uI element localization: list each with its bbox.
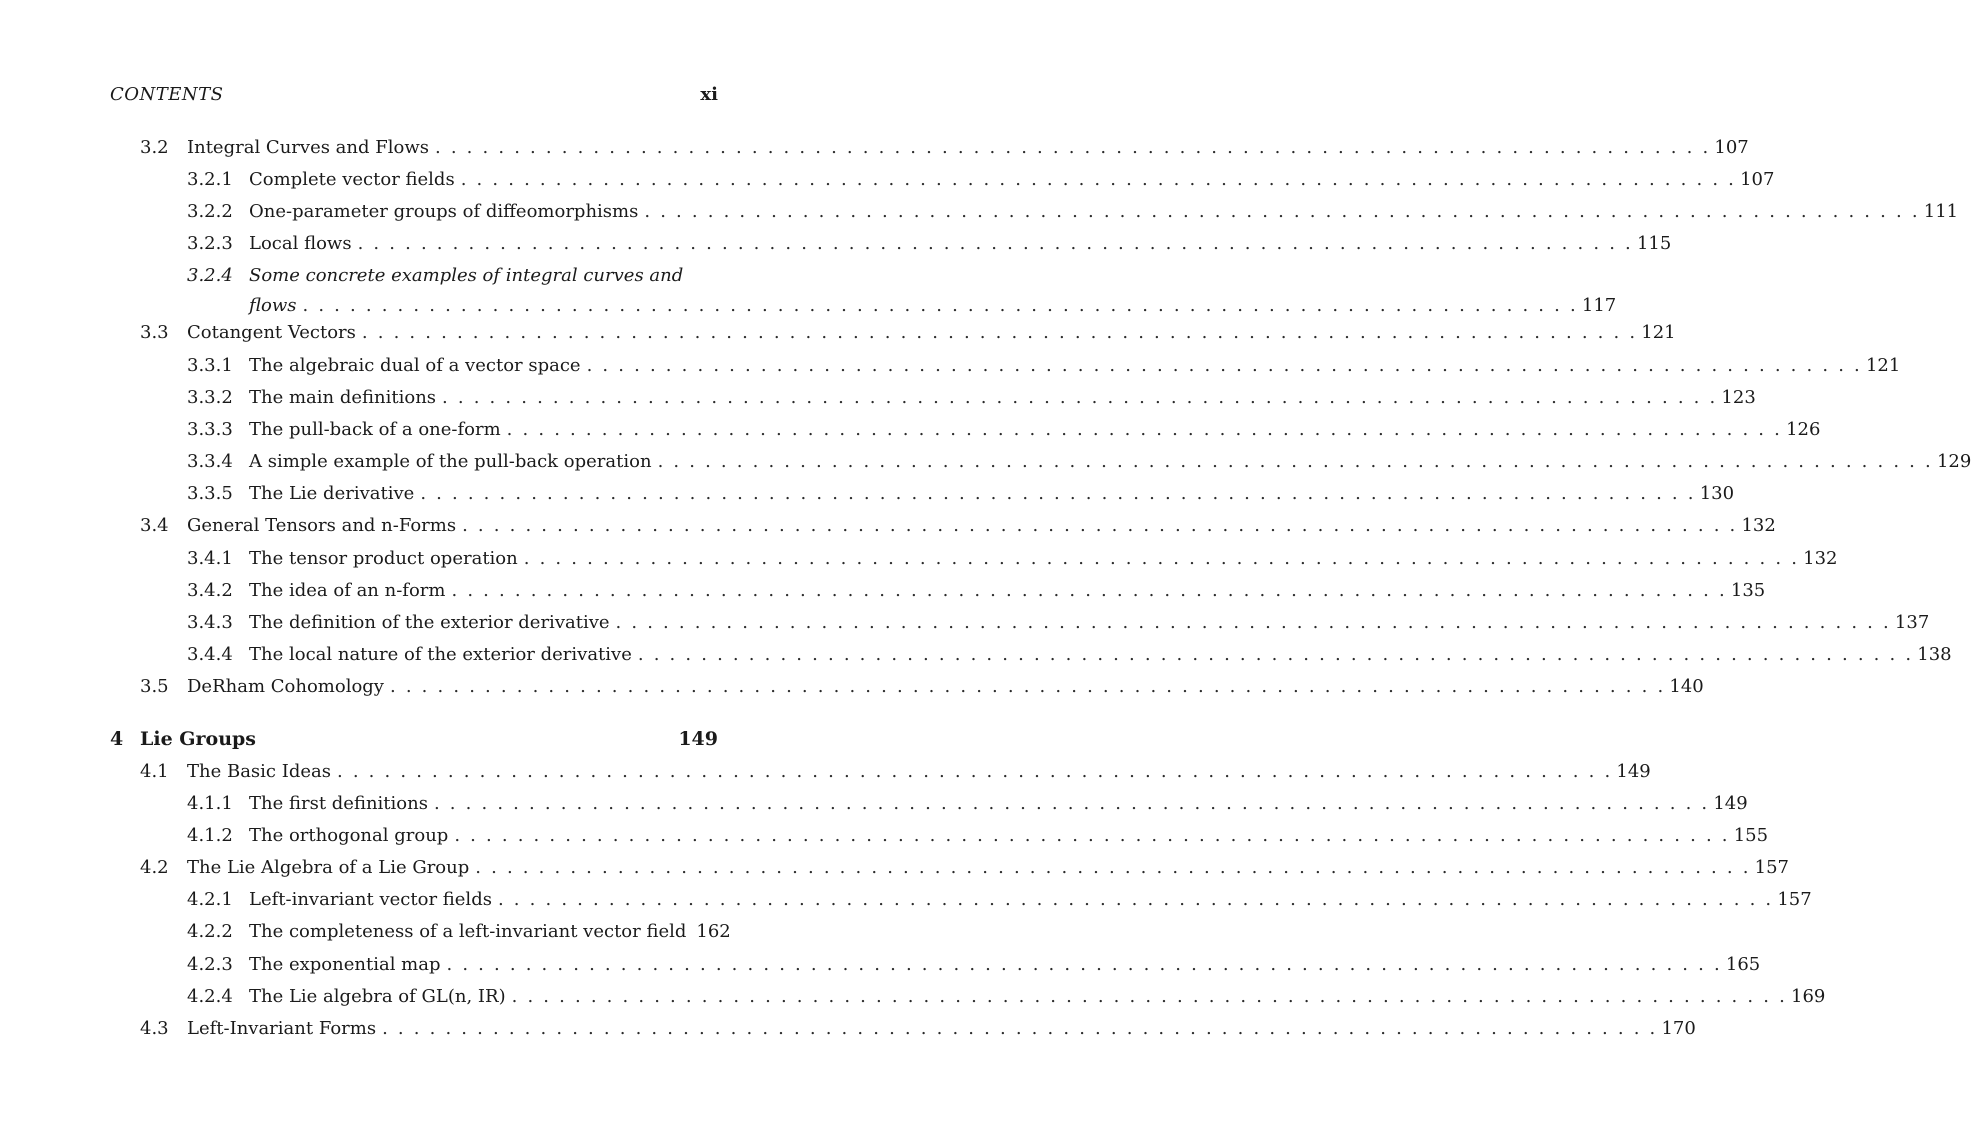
toc-entry[interactable] [0,760,1651,786]
entry-page: 162 [692,920,730,944]
entry-page: 115 [1633,232,1671,256]
chapter-number: 4 [110,728,124,750]
entry-title: Local flows [249,232,358,256]
entry-page: 157 [1773,888,1811,912]
entry-page: 165 [1722,953,1760,977]
entry-title: The main definitions [249,386,442,410]
toc-entry[interactable] [0,321,1676,347]
entry-page: 132 [1799,547,1837,571]
entry-page: 169 [1787,985,1825,1009]
dot-leader [362,321,1637,345]
entry-title-line1: Some concrete examples of integral curves and [249,265,684,286]
dot-leader [337,760,1612,784]
running-head-page-number: xi [700,84,718,105]
entry-number: 3.4 [140,515,169,536]
toc-entry[interactable] [0,792,1748,818]
toc-entry[interactable] [0,888,1812,914]
entry-number: 3.2.1 [187,169,233,190]
entry-title: The exponential map [249,953,447,977]
toc-entry[interactable] [0,232,1672,258]
entry-title: The pull-back of a one-form [249,418,507,442]
running-head-title: CONTENTS [110,84,224,105]
entry-page: 138 [1913,643,1951,667]
entry-number: 3.3.3 [187,419,233,440]
entry-title: The idea of an n-form [249,579,451,603]
entry-number: 3.2.3 [187,233,233,254]
dot-leader [658,450,1933,474]
toc-entry[interactable] [0,418,1821,444]
entry-page: 123 [1717,386,1755,410]
entry-number: 3.3.2 [187,387,233,408]
entry-title: The Basic Ideas [187,760,337,784]
entry-title: flows [249,294,303,318]
entry-number: 3.3.5 [187,483,233,504]
entry-title: The first definitions [249,792,434,816]
dot-leader [461,168,1736,192]
toc-entry[interactable] [0,200,1959,226]
toc-entry[interactable] [0,856,1790,882]
toc-entry[interactable] [0,264,1617,320]
toc-entry[interactable] [0,482,1735,508]
entry-number: 4.1 [140,761,169,782]
dot-leader [390,675,1665,699]
entry-title: The Lie derivative [249,482,420,506]
entry-number: 4.2.3 [187,954,233,975]
entry-page: 157 [1751,856,1789,880]
dot-leader [475,856,1750,880]
chapter-page: 149 [674,727,718,751]
dot-leader [498,888,1773,912]
dot-leader [382,1017,1657,1041]
toc-entry[interactable] [0,547,1838,573]
entry-number: 4.1.2 [187,825,233,846]
entry-number: 3.2 [140,137,169,158]
entry-page: 126 [1782,418,1820,442]
entry-number: 3.5 [140,676,169,697]
entry-number: 4.2.2 [187,921,233,942]
dot-leader [454,824,1729,848]
entry-page: 129 [1933,450,1971,474]
toc-entry[interactable] [0,450,1971,476]
entry-page: 111 [1920,200,1958,224]
toc-entry[interactable] [0,985,1826,1011]
toc-entry[interactable] [0,168,1775,194]
entry-title: The Lie Algebra of a Lie Group [187,856,475,880]
entry-title: The tensor product operation [249,547,524,571]
entry-number: 3.3.4 [187,451,233,472]
dot-leader [451,579,1726,603]
entry-page: 107 [1710,136,1748,160]
toc-entry[interactable] [0,579,1766,605]
entry-title: Complete vector fields [249,168,461,192]
entry-page: 155 [1730,824,1768,848]
entry-page: 132 [1737,514,1775,538]
entry-page: 130 [1696,482,1734,506]
dot-leader [358,232,1633,256]
entry-page: 149 [1709,792,1747,816]
dot-leader [447,953,1722,977]
running-head [110,84,718,108]
dot-leader [442,386,1717,410]
entry-number: 3.4.3 [187,612,233,633]
entry-page: 170 [1657,1017,1695,1041]
entry-title: DeRham Cohomology [187,675,390,699]
chapter-title: Lie Groups [140,727,262,751]
entry-page: 121 [1862,354,1900,378]
entry-title: Integral Curves and Flows [187,136,435,160]
entry-number: 4.2.1 [187,889,233,910]
dot-leader [420,482,1695,506]
entry-title: Left-invariant vector fields [249,888,498,912]
dot-leader [507,418,1782,442]
dot-leader [435,136,1710,160]
toc-entry[interactable] [0,514,1776,540]
dot-leader [434,792,1709,816]
entry-number: 4.1.1 [187,793,233,814]
entry-number: 3.4.1 [187,548,233,569]
entry-page: 107 [1736,168,1774,192]
dot-leader [638,643,1913,667]
entry-page: 137 [1891,611,1929,635]
toc-entry[interactable] [0,386,1756,412]
dot-leader [616,611,1891,635]
entry-page: 121 [1637,321,1675,345]
entry-number: 4.3 [140,1018,169,1039]
entry-page: 140 [1665,675,1703,699]
entry-number: 3.3.1 [187,355,233,376]
entry-title: The local nature of the exterior derivative [249,643,638,667]
dot-leader [462,514,1737,538]
entry-title: The Lie algebra of GL(n, IR) [249,985,512,1009]
dot-leader [512,985,1787,1009]
entry-title: The completeness of a left-invariant vector field [249,920,692,944]
toc-entry[interactable] [0,643,1952,669]
toc-entry[interactable] [0,824,1769,850]
entry-title: The orthogonal group [249,824,454,848]
dot-leader [644,200,1919,224]
dot-leader [303,294,1578,318]
toc-entry[interactable] [0,354,1901,380]
entry-number: 3.3 [140,322,169,343]
entry-title: A simple example of the pull-back operation [249,450,658,474]
entry-number: 4.2.4 [187,986,233,1007]
dot-leader [524,547,1799,571]
toc-entry[interactable] [0,611,1930,637]
entry-number: 3.4.4 [187,644,233,665]
toc-entry[interactable] [0,920,816,946]
entry-page: 135 [1727,579,1765,603]
entry-number: 3.4.2 [187,580,233,601]
toc-entry[interactable] [0,675,1704,701]
toc-entry[interactable] [0,1017,1696,1043]
entry-page: 117 [1578,294,1616,318]
dot-leader [587,354,1862,378]
entry-number: 3.2.4 [187,265,233,286]
toc-chapter-entry[interactable] [0,727,816,753]
toc-entry[interactable] [0,953,1761,979]
entry-title: Left-Invariant Forms [187,1017,382,1041]
entry-title: General Tensors and n-Forms [187,514,462,538]
entry-title: One-parameter groups of diffeomorphisms [249,200,644,224]
entry-number: 3.2.2 [187,201,233,222]
entry-page: 149 [1612,760,1650,784]
entry-title: Cotangent Vectors [187,321,362,345]
toc-entry[interactable] [0,136,1749,162]
entry-title: The definition of the exterior derivative [249,611,616,635]
entry-title: The algebraic dual of a vector space [249,354,587,378]
entry-number: 4.2 [140,857,169,878]
